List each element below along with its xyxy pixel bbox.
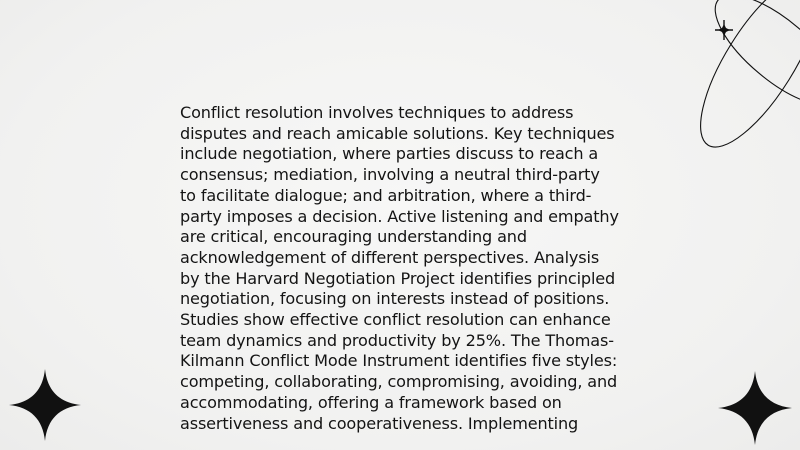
orbit-lines-icon — [660, 0, 800, 150]
four-point-star-icon — [9, 369, 81, 441]
four-point-star-icon — [718, 371, 792, 445]
body-paragraph: Conflict resolution involves techniques to address disputes and reach amicable solutions. Key techniques include negotiation, where parties discuss to reach a consensus; mediation, involving a neutral third-party to facilitate dialogue; and arbitration, where a third-party imposes a decision. Active listening and empathy are critical, encouraging understanding and acknowledgement of different perspectives. Analysis by the Harvard Negotiation Project identifies principled negotiation, focusing on interests instead of positions. Studies show effective conflict resolution can enhance team dynamics and productivity by 25%. The Thomas-Kilmann Conflict Mode Instrument identifies five styles: competing, collaborating, compromising, avoiding, and accommodating, offering a framework based on assertiveness and cooperativeness. Implementing — [180, 103, 619, 433]
